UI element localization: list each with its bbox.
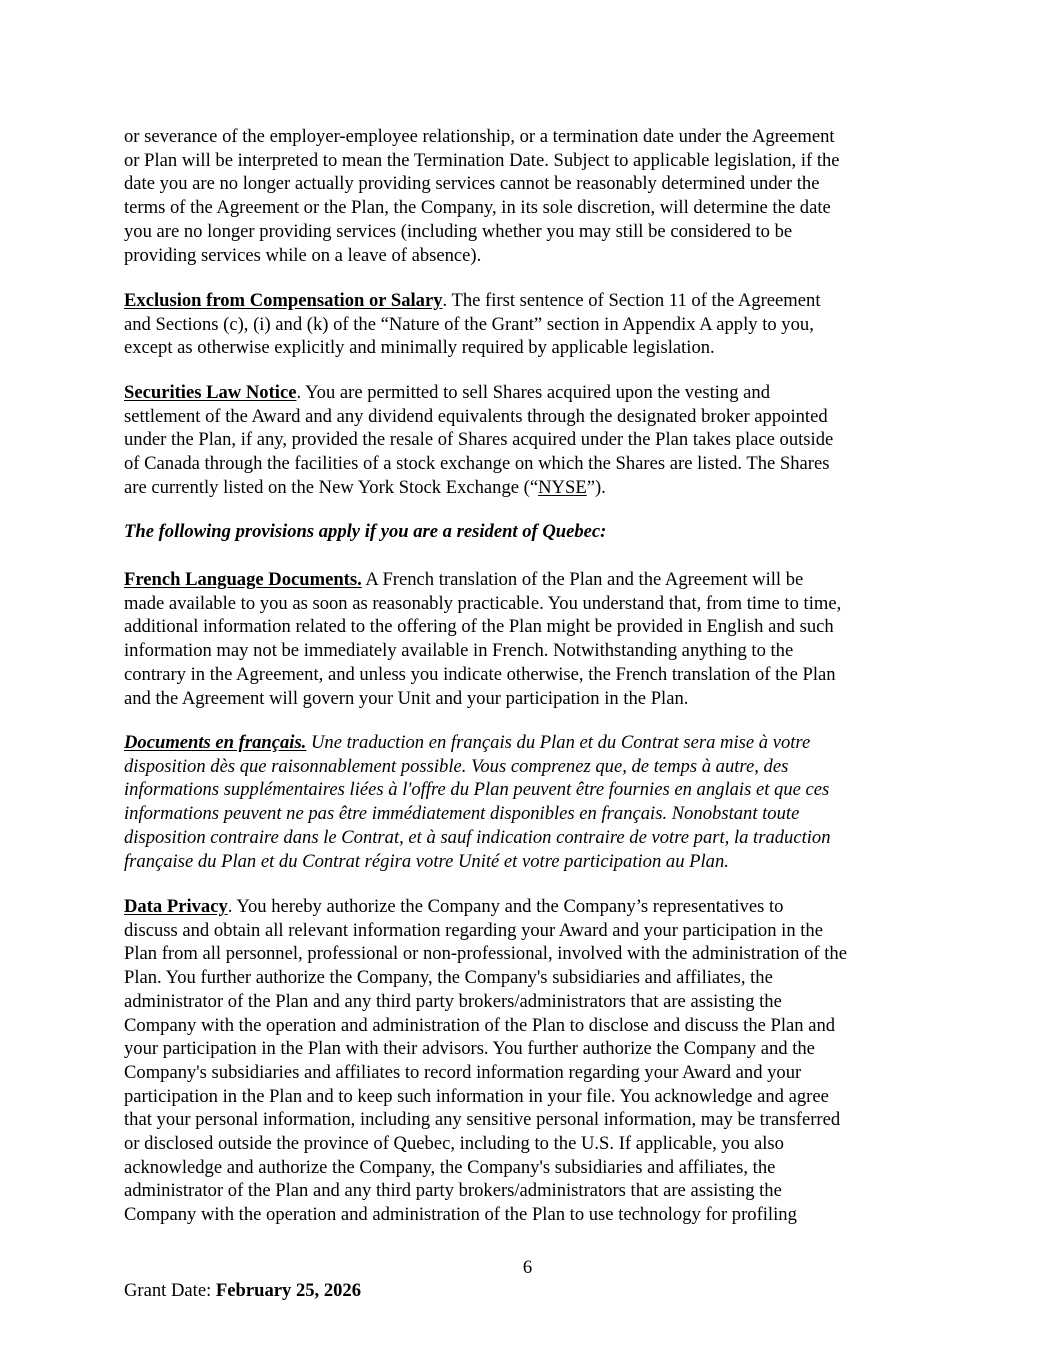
text-line: administrator of the Plan and any third party brokers/administrators that are assisting the [124,990,782,1012]
text-line: Company with the operation and administration of the Plan to use technology for profiling [124,1204,797,1226]
text-line [124,568,944,592]
text-line: and Sections (c), (i) and (k) of the “Nature of the Grant” section in Appendix A apply to you, [124,313,814,335]
text-line: under the Plan, if any, provided the resale of Shares acquired under the Plan takes place outside [124,429,834,451]
text-line: discuss and obtain all relevant information regarding your Award and your participation in the [124,919,823,941]
text-line: or disclosed outside the province of Quebec, including to the U.S. If applicable, you also [124,1133,784,1155]
page-number: 6 [522,1257,533,1278]
text-line: Company's subsidiaries and affiliates to record information regarding your Award and your [124,1061,802,1083]
text-line: or severance of the employer-employee relationship, or a termination date under the Agreement [124,126,835,147]
text-line: participation in the Plan and to keep such information in your file. You acknowledge and agree [124,1085,829,1107]
text-line: settlement of the Award and any dividend equivalents through the designated broker appointed [124,405,828,427]
text-line: Plan from all personnel, professional or non-professional, involved with the administration of the [124,943,847,965]
text-fragment: . The first sentence of Section 11 of the Agreement [442,290,821,311]
text-line: disposition contraire dans le Contrat, et à sauf indication contraire de votre part, la traduction [124,826,831,848]
data-privacy-paragraph [124,895,944,1227]
text-line: Plan. You further authorize the Company, the Company's subsidiaries and affiliates, the [124,967,773,989]
text-line: disposition dès que raisonnablement possible. Vous comprenez que, de temps à autre, des [124,755,789,777]
text-line [124,289,944,313]
text-line: and the Agreement will govern your Unit and your participation in the Plan. [124,687,689,709]
text-line: Company with the operation and administration of the Plan to disclose and discuss the Plan and [124,1014,836,1036]
text-line: of Canada through the facilities of a stock exchange on which the Shares are listed. The Shares [124,453,830,475]
text-line: providing services while on a leave of absence). [124,244,482,266]
section-heading-securities: Securities Law Notice [124,382,297,403]
text-fragment: are currently listed on the New York Stock Exchange (“ [124,476,539,498]
text-line [124,381,944,405]
text-line: administrator of the Plan and any third party brokers/administrators that are assisting the [124,1180,782,1202]
text-line: made available to you as soon as reasonably practicable. You understand that, from time to time, [124,592,842,614]
text-fragment: . You hereby authorize the Company and the Company’s representatives to [227,896,784,917]
text-line: additional information related to the offering of the Plan might be provided in English and such [124,616,834,638]
text-line [124,895,944,919]
text-fragment: Une traduction en français du Plan et du Contrat sera mise à votre [306,732,811,753]
text-line: or Plan will be interpreted to mean the Termination Date. Subject to applicable legislation, if the [124,149,840,171]
exclusion-paragraph [124,289,944,360]
section-heading-documents-francais: Documents en français. [124,732,307,753]
text-line: information may not be immediately available in French. Notwithstanding anything to the [124,640,794,662]
text-line: you are no longer providing services (including whether you may still be considered to be [124,220,793,242]
text-line: contrary in the Agreement, and unless you indicate otherwise, the French translation of the Plan [124,663,836,685]
text-line: your participation in the Plan with their advisors. You further authorize the Company and the [124,1038,815,1060]
french-language-paragraph [124,568,944,710]
section-heading-data-privacy: Data Privacy [124,896,228,917]
text-line: except as otherwise explicitly and minimally required by applicable legislation. [124,337,715,359]
text-line: date you are no longer actually providing services cannot be reasonably determined under the [124,173,820,195]
text-line: acknowledge and authorize the Company, the Company's subsidiaries and affiliates, the [124,1156,776,1178]
text-fragment: A French translation of the Plan and the Agreement will be [361,569,804,590]
continuation-paragraph [124,125,944,267]
text-line: informations supplémentaires liées à l'offre du Plan peuvent être fournies en anglais et que ces [124,779,830,801]
nyse-abbreviation: NYSE [538,476,587,498]
grant-date-label: Grant Date: [124,1280,216,1301]
text-line [124,476,944,500]
text-line [124,731,944,755]
section-heading-exclusion: Exclusion from Compensation or Salary [124,290,443,311]
text-fragment: . You are permitted to sell Shares acquired upon the vesting and [296,382,770,403]
quebec-intro [124,520,944,544]
documents-francais-paragraph [124,731,944,873]
text-line: française du Plan et du Contrat régira votre Unité et votre participation au Plan. [124,850,729,872]
footer-grant-date [124,1280,361,1302]
securities-paragraph [124,381,944,500]
section-heading-french-language: French Language Documents. [124,569,362,590]
grant-date-value: February 25, 2026 [215,1280,362,1301]
text-line: informations peuvent ne pas être immédiatement disponibles en français. Nonobstant toute [124,803,800,825]
quebec-intro-text: The following provisions apply if you are a resident of Quebec: [124,521,607,542]
text-line: terms of the Agreement or the Plan, the Company, in its sole discretion, will determine the date [124,197,831,219]
text-fragment: ”). [586,476,606,498]
text-line: that your personal information, including any sensitive personal information, may be transferred [124,1109,841,1131]
